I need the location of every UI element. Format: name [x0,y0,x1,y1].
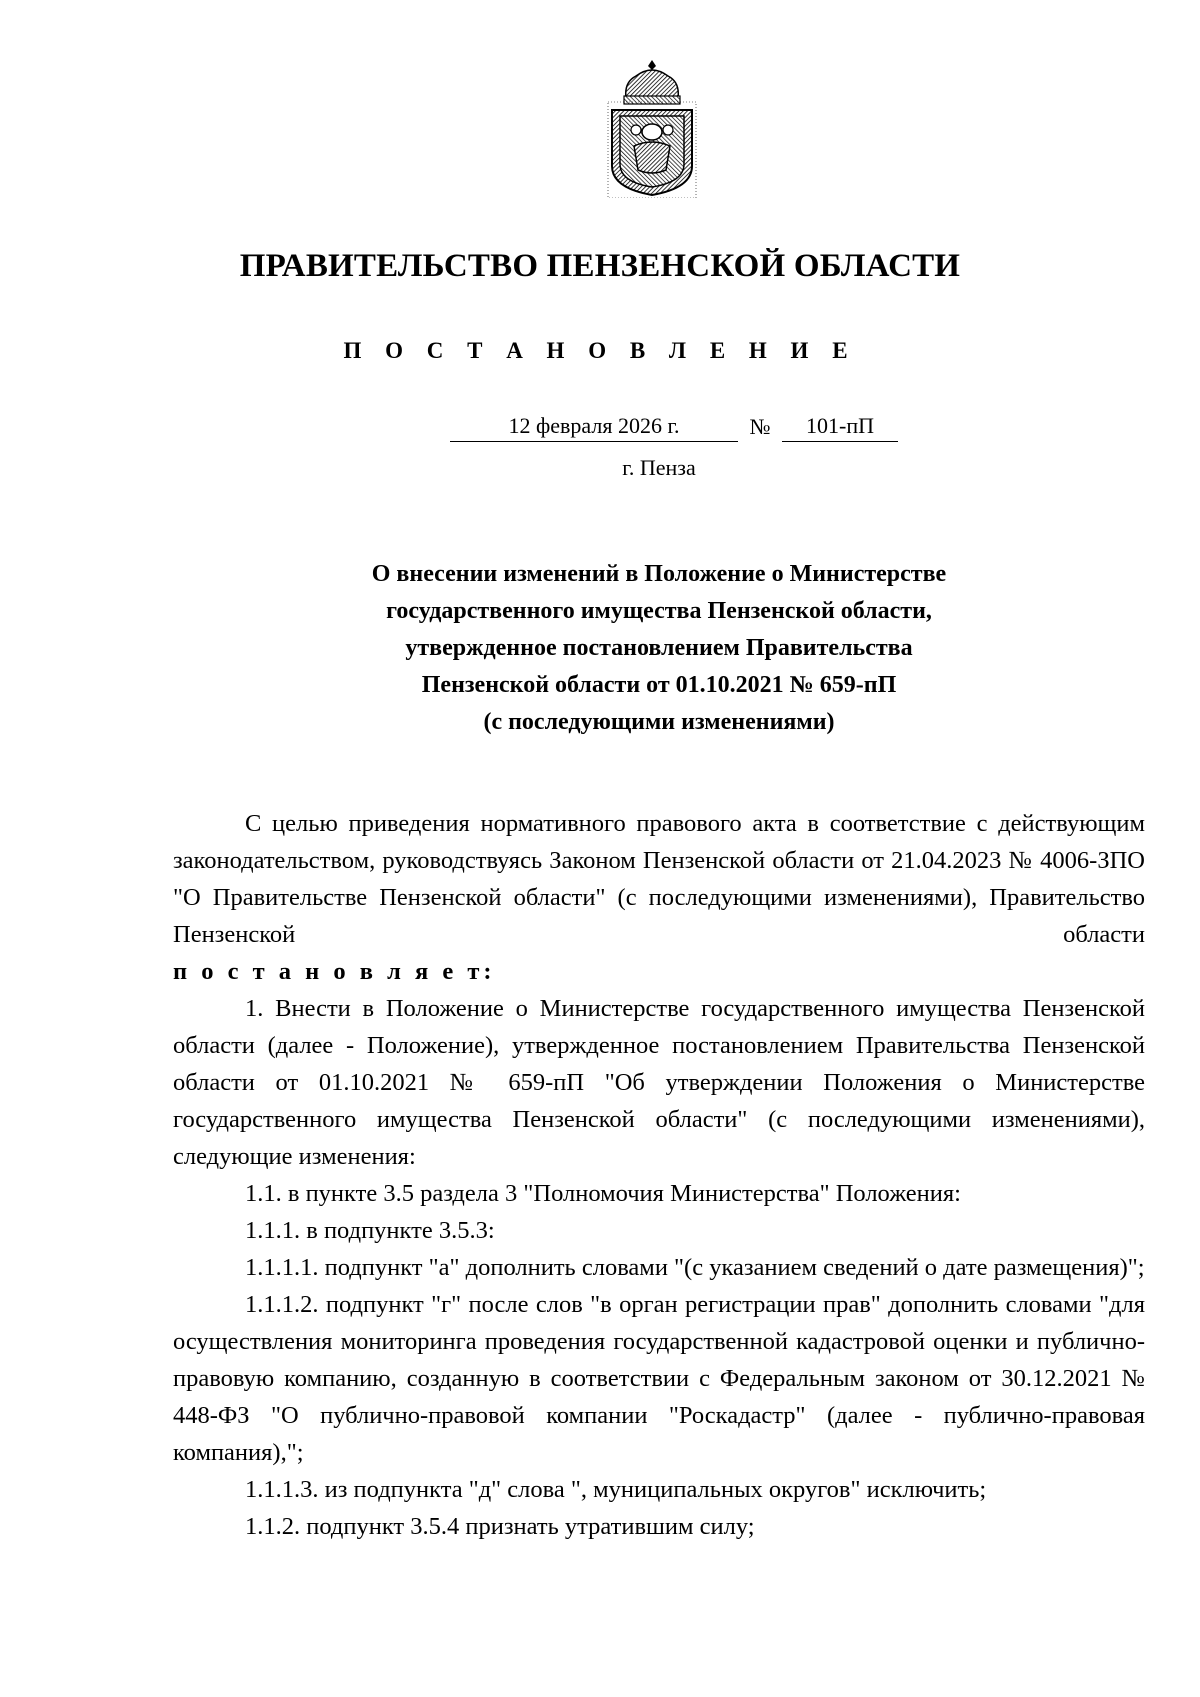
title-line: утвержденное постановлением Правительства [405,635,913,661]
title-line: О внесении изменений в Положение о Министерстве [371,561,947,587]
body-paragraph: 1.1. в пункте 3.5 раздела 3 "Полномочия Министерства" Положения: [245,1180,961,1207]
title-line: государственного имущества Пензенской области, [386,598,932,624]
body-paragraph: 1. Внести в Положение о Министерстве государственного имущества Пензенской области (далее - Положение), утвержденное постановлением Правительства Пензенской области от 01.10.2021 № 659-пП "Об утверждении Положения о Министерстве государственного имущества Пензенской области" (с последующими изменениями), следующие изменения: [173,995,1145,1170]
body-paragraph: 1.1.1.3. из подпункта "д" слова ", муниципальных округов" исключить; [245,1476,987,1503]
document-body [173,805,1145,1545]
body-paragraph: 1.1.2. подпункт 3.5.4 признать утратившим силу; [245,1513,755,1540]
document-title [0,556,1200,741]
title-line: (с последующими изменениями) [483,709,835,735]
city: г. Пенза [622,455,696,480]
government-title: ПРАВИТЕЛЬСТВО ПЕНЗЕНСКОЙ ОБЛАСТИ [239,248,961,284]
title-line: Пензенской области от 01.10.2021 № 659-пП [421,672,897,698]
document-type: П О С Т А Н О В Л Е Н И Е [343,338,857,363]
document-date: 12 февраля 2026 г. [450,413,738,442]
body-paragraph: 1.1.1.1. подпункт "а" дополнить словами "(с указанием сведений о дате размещения)"; [245,1254,1145,1281]
number-sign: № [749,414,771,439]
body-paragraph: 1.1.1.2. подпункт "г" после слов "в орган регистрации прав" дополнить словами "для осуществления мониторинга проведения государственной кадастровой оценки и публично-правовую компанию, созданную в соответствии с Федеральным законом от 30.12.2021 № 448-ФЗ "О публично-правовой компании "Роскадастр" (далее - публично-правовая компания),"; [173,1291,1145,1466]
date-number-line [450,408,898,442]
resolves-word: п о с т а н о в л я е т: [173,958,496,985]
document-number: 101-пП [782,413,898,442]
body-paragraph: 1.1.1. в подпункте 3.5.3: [245,1217,495,1244]
coat-of-arms-emblem [604,58,700,198]
preamble-paragraph: С целью приведения нормативного правового акта в соответствие с действующим законодательством, руководствуясь Законом Пензенской области от 21.04.2023 № 4006-ЗПО "О Правительстве Пензенской области" (с последующими изменениями), Правительство Пензенской области [173,810,1145,948]
